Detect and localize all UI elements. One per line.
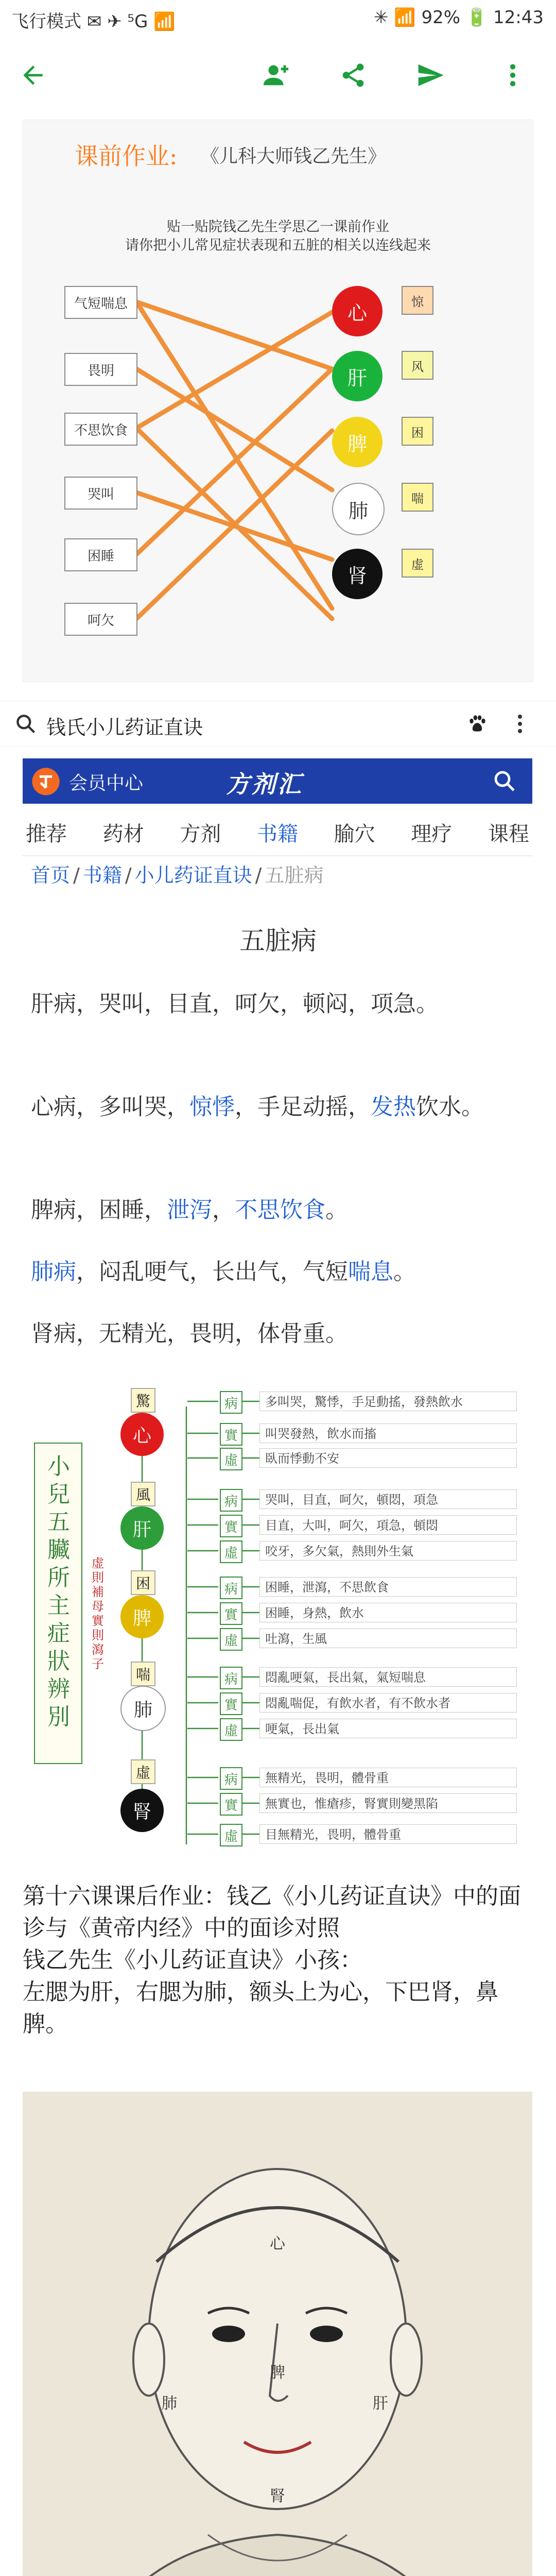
symptom-cell: 臥而悸動不安 (259, 1448, 517, 1468)
organ-spleen: 脾 (332, 417, 383, 467)
article-title: 五脏病 (239, 926, 317, 956)
para-text: 脾病，困睡， (31, 1197, 167, 1223)
table-vertical-title: 小兒五臟所主症狀辨別 (34, 1443, 82, 1764)
para-text: ， (212, 1197, 235, 1223)
share-icon[interactable] (335, 57, 372, 94)
term-link[interactable]: 不思饮食 (235, 1197, 325, 1223)
symptom-box: 困睡 (64, 538, 137, 571)
article-paragraph (31, 1252, 525, 1292)
organ-lung: 肺 (332, 483, 385, 535)
bing-box: 病 (220, 1391, 242, 1414)
organ-heart: 心 (332, 286, 383, 336)
symptom-cell: 吐瀉，生風 (259, 1629, 517, 1648)
site-header (23, 758, 532, 804)
site-logo-icon[interactable] (31, 767, 61, 799)
article-paragraph (31, 1314, 525, 1354)
bing-box: 實 (220, 1793, 242, 1816)
bing-box: 虛 (220, 1718, 242, 1741)
face-label: 肝 (373, 2395, 388, 2413)
organ-label: 喘 (131, 1662, 155, 1686)
symptom-cell: 目無精光，畏明，體骨重 (259, 1824, 517, 1844)
bing-box: 虛 (220, 1628, 242, 1651)
face-label: 脾 (270, 2364, 285, 2382)
symptom-cell: 困睡，身熱，飲水 (259, 1603, 517, 1622)
element-box: 风 (402, 351, 433, 380)
nav-item[interactable]: 课程 (488, 822, 529, 846)
nav-item[interactable]: 理疗 (411, 822, 453, 846)
term-link[interactable]: 泄泻 (167, 1197, 212, 1223)
para-text: ，手足动摇， (235, 1094, 371, 1120)
search-icon[interactable] (14, 713, 37, 737)
breadcrumb-link[interactable]: 书籍 (82, 864, 122, 887)
back-arrow-icon[interactable] (14, 57, 51, 94)
para-text: 饮水。 (416, 1094, 484, 1120)
lesson-text: 第十六课课后作业：钱乙《小儿药证直诀》中的面诊与《黄帝内经》中的面诊对照 钱乙先生《小儿药证直诀》小孩： 左腮为肝，右腮为肺，额头上为心，下巴肾，鼻脾。 (23, 1883, 521, 2037)
bing-box: 虛 (220, 1540, 242, 1563)
nav-item-active[interactable]: 书籍 (256, 822, 298, 846)
para-text: 心病，多叫哭， (31, 1094, 189, 1120)
add-contact-icon[interactable] (257, 57, 294, 94)
organ-liver: 肝 (332, 351, 383, 401)
bing-box: 病 (220, 1489, 242, 1512)
organ-label: 驚 (131, 1388, 155, 1413)
symptom-cell: 咬牙，多欠氣，熱則外生氣 (259, 1541, 517, 1561)
para-text: ，闷乱哽气，长出气，气短 (76, 1259, 348, 1285)
organ-spleen-circle: 脾 (120, 1595, 164, 1638)
symptom-box: 呵欠 (64, 603, 137, 636)
status-left: 飞行模式 ✉ ✈ ⁵G 📶 (11, 11, 176, 32)
paw-icon[interactable] (466, 713, 489, 737)
element-box: 惊 (402, 286, 433, 315)
status-bar (0, 0, 556, 39)
status-right: ✳ 📶 92% 🔋 12:43 (374, 7, 544, 28)
para-text: 肾病，无精光，畏明，体骨重。 (31, 1320, 348, 1347)
app-toolbar (0, 39, 556, 111)
symptom-box: 不思饮食 (64, 413, 137, 446)
breadcrumb-current: 五脏病 (265, 864, 324, 887)
bing-box: 實 (220, 1423, 242, 1446)
search-bar[interactable] (0, 701, 556, 747)
category-nav (23, 809, 532, 856)
bing-box: 實 (220, 1602, 242, 1625)
organ-liver-circle: 肝 (120, 1506, 164, 1550)
nav-item[interactable]: 腧穴 (334, 822, 375, 846)
organ-label: 困 (131, 1570, 155, 1595)
nav-item[interactable]: 方剂 (180, 822, 221, 846)
organ-lung-circle: 肺 (120, 1686, 166, 1731)
homework-subtitle: 《儿科大师钱乙先生》 (201, 146, 387, 167)
symptom-cell: 無精光，畏明，體骨重 (259, 1768, 517, 1787)
bing-box: 病 (220, 1577, 242, 1599)
symptom-box: 哭叫 (64, 477, 137, 510)
symptom-cell: 目直，大叫，呵欠，項急，頓悶 (259, 1515, 517, 1535)
homework-caption: 贴一贴院钱乙先生学思乙一课前作业 请你把小儿常见症状表现和五脏的相关以连线起来 (125, 219, 431, 253)
site-brand[interactable]: 方剂汇 (226, 770, 303, 798)
organ-label: 風 (131, 1482, 155, 1506)
symptom-cell: 哭叫，目直，呵欠，頓悶，項急 (259, 1489, 517, 1509)
bing-box: 虛 (220, 1448, 242, 1470)
site-search-icon[interactable] (492, 769, 517, 795)
term-link[interactable]: 惊悸 (189, 1094, 235, 1120)
element-box: 虚 (402, 549, 433, 578)
element-box: 困 (402, 417, 433, 446)
breadcrumb-link[interactable]: 首页 (31, 864, 71, 887)
organ-symptom-table-image (23, 1381, 532, 1878)
nav-item[interactable]: 推荐 (26, 822, 67, 846)
article-paragraph (31, 984, 525, 1024)
table-side-note: 虚則補母 實則瀉子 (92, 1556, 104, 1671)
bing-box: 虛 (220, 1824, 242, 1846)
breadcrumb-link[interactable]: 小儿药证直诀 (134, 864, 252, 887)
homework-connect-lines (23, 120, 533, 682)
element-box: 喘 (402, 483, 433, 512)
term-link[interactable]: 肺病 (31, 1259, 76, 1285)
homework-image (23, 120, 533, 682)
organ-kidney: 肾 (332, 549, 383, 599)
symptom-cell: 困睡，泄瀉，不思飲食 (259, 1577, 517, 1597)
bing-box: 實 (220, 1515, 242, 1537)
para-text: 肝病，哭叫，目直，呵欠，顿闷，项急。 (31, 991, 439, 1017)
para-text: 。 (393, 1259, 416, 1285)
send-icon[interactable] (412, 57, 449, 94)
symptom-cell: 無實也，惟瘡疹，腎實則變黑陷 (259, 1793, 517, 1813)
bing-box: 病 (220, 1667, 242, 1689)
child-face-illustration (23, 2092, 532, 2576)
article-paragraph (31, 1087, 525, 1127)
symptom-cell: 叫哭發熱，飲水而搐 (259, 1423, 517, 1443)
search-query[interactable]: 钱氏小儿药证直诀 (46, 716, 203, 739)
symptom-cell: 哽氣，長出氣 (259, 1719, 517, 1738)
organ-heart-circle: 心 (120, 1413, 164, 1456)
face-label: 心 (270, 2235, 285, 2253)
para-text: 。 (325, 1197, 348, 1223)
member-center-link[interactable]: 会员中心 (69, 773, 144, 794)
symptom-cell: 悶亂喘促，有飲水者，有不飲水者 (259, 1693, 517, 1713)
symptom-cell: 悶亂哽氣，長出氣，氣短喘息 (259, 1667, 517, 1687)
symptom-box: 气短喘息 (64, 286, 137, 319)
symptom-box: 畏明 (64, 353, 137, 386)
face-label: 腎 (270, 2487, 285, 2505)
bing-box: 實 (220, 1692, 242, 1715)
more-options-icon[interactable] (494, 57, 531, 94)
organ-kidney-circle: 腎 (120, 1789, 164, 1832)
breadcrumb: 首页 / 书籍 / 小儿药证直诀 / 五脏病 (31, 864, 324, 887)
menu-dots-icon[interactable] (515, 711, 525, 738)
term-link[interactable]: 发热 (371, 1094, 416, 1120)
term-link[interactable]: 喘息 (348, 1259, 393, 1285)
symptom-cell: 多叫哭，驚悸，手足動搖，發熱飲水 (259, 1392, 517, 1411)
organ-label: 虛 (131, 1759, 155, 1784)
article-paragraph (31, 1190, 525, 1230)
nav-item[interactable]: 药材 (102, 822, 144, 846)
face-label: 肺 (162, 2395, 177, 2413)
homework-title: 课前作业: (75, 142, 178, 170)
bing-box: 病 (220, 1767, 242, 1790)
